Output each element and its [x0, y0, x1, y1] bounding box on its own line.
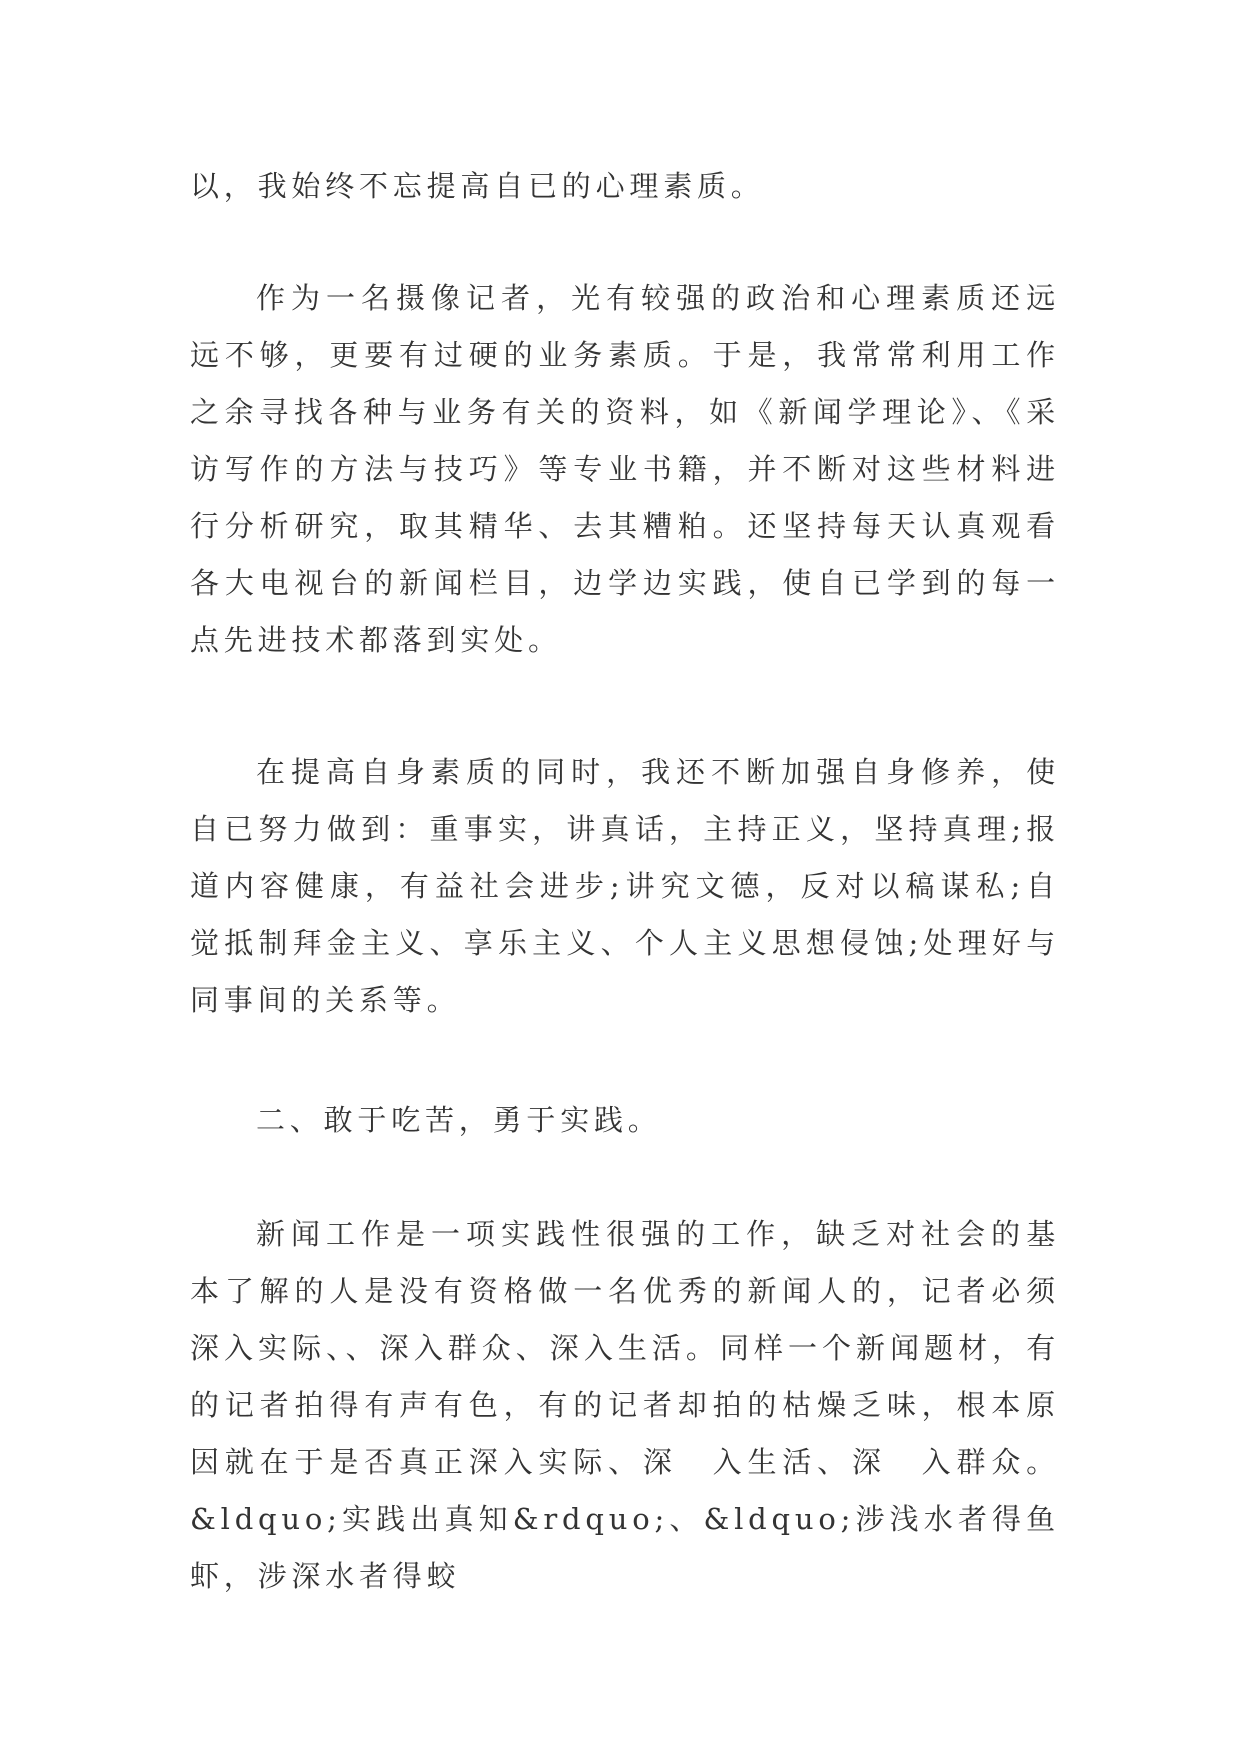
paragraph-practice: 新闻工作是一项实践性很强的工作，缺乏对社会的基本了解的人是没有资格做一名优秀的新闻人的，记者必须深入实际、、深入群众、深入生活。同样一个新闻题材，有的记者拍得有声有色，有的记者却拍的枯燥乏味，根本原因就在于是否真正深入实际、深 入生活、深 入群众。&ldquo;实践出真知&rdquo;、&ldquo;涉浅水者得鱼虾，涉深水者得蛟: [190, 1217, 1060, 1593]
paragraph-self-cultivation: 在提高自身素质的同时，我还不断加强自身修养，使自已努力做到：重事实，讲真话，主持正义，坚持真理;报道内容健康，有益社会进步;讲究文德，反对以稿谋私;自觉抵制拜金主义、享乐主义、个人主义思想侵蚀;处理好与同事间的关系等。: [190, 755, 1060, 1017]
section-heading: 二、敢于吃苦，勇于实践。: [256, 1103, 662, 1137]
paragraph-continuation: 以，我始终不忘提高自已的心理素质。: [190, 169, 765, 203]
paragraph-business-quality: 作为一名摄像记者，光有较强的政治和心理素质还远远不够，更要有过硬的业务素质。于是，我常常利用工作之余寻找各种与业务有关的资料，如《新闻学理论》、《采访写作的方法与技巧》等专业书籍，并不断对这些材料进行分析研究，取其精华、去其糟粕。还坚持每天认真观看各大电视台的新闻栏目，边学边实践，使自已学到的每一点先进技术都落到实处。: [190, 281, 1060, 657]
